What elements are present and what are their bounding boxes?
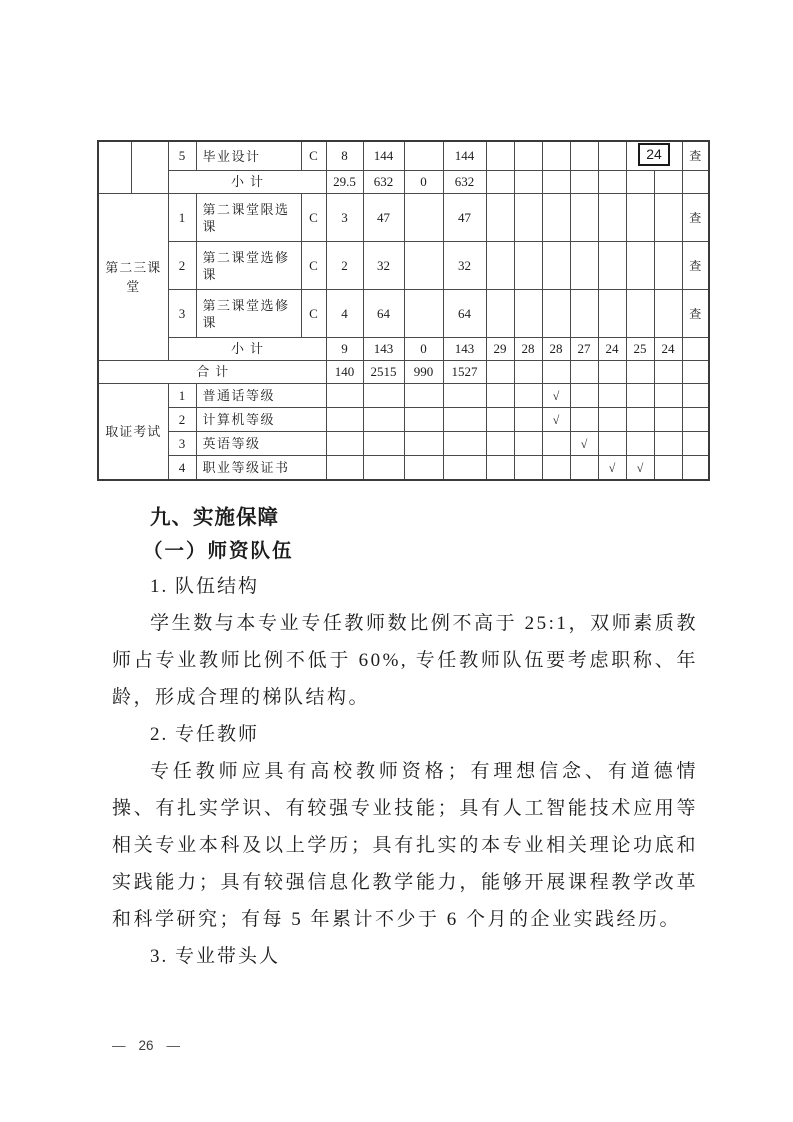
total-hours-cell: 47 xyxy=(363,194,404,242)
sem-7-hours-cell: 24 xyxy=(654,338,682,361)
table-row-subtotal xyxy=(98,338,709,361)
practice-hours-cell: 32 xyxy=(443,242,486,290)
sem-3-cell xyxy=(542,432,570,456)
sem-4-cell xyxy=(570,361,598,384)
sem-3-cell xyxy=(542,456,570,481)
credits-cell: 29.5 xyxy=(326,171,363,194)
sem-5-cell xyxy=(598,171,626,194)
sem-6-cell xyxy=(626,432,654,456)
sem-3-hours-cell: 28 xyxy=(542,338,570,361)
theory-hours-cell: 0 xyxy=(404,171,443,194)
theory-hours-cell xyxy=(404,290,443,338)
course-type-cell: C xyxy=(301,141,326,171)
sem-4-cell xyxy=(570,290,598,338)
total-hours-cell xyxy=(363,408,404,432)
table-row xyxy=(98,194,709,242)
practice-hours-cell xyxy=(443,408,486,432)
course-type-cell: C xyxy=(301,242,326,290)
theory-hours-cell: 0 xyxy=(404,338,443,361)
sem-6-cell xyxy=(626,171,654,194)
grand-total-label-cell: 合计 xyxy=(98,361,326,384)
exam-name-cell: 英语等级 xyxy=(196,432,326,456)
sem-2-cell xyxy=(514,171,542,194)
sem-2-cell xyxy=(514,194,542,242)
total-hours-cell: 2515 xyxy=(363,361,404,384)
sem-4-cell xyxy=(570,141,598,171)
sem-4-cell xyxy=(570,408,598,432)
sem-5-cell xyxy=(598,290,626,338)
sem-1-cell xyxy=(486,242,514,290)
sem-7-cell xyxy=(654,432,682,456)
course-name-cell: 毕业设计 xyxy=(196,141,301,171)
total-hours-cell xyxy=(363,456,404,481)
sem-7-cell xyxy=(654,290,682,338)
sem-3-cell xyxy=(542,171,570,194)
sem-2-cell xyxy=(514,384,542,408)
course-name-cell: 第二课堂选修课 xyxy=(196,242,301,290)
table-row xyxy=(98,432,709,456)
theory-hours-cell xyxy=(404,141,443,171)
table-row-grand-total xyxy=(98,361,709,384)
sem-2-cell xyxy=(514,141,542,171)
sem-3-cell xyxy=(542,141,570,171)
sem-4-hours-cell: 27 xyxy=(570,338,598,361)
theory-hours-cell xyxy=(404,432,443,456)
sem-1-cell xyxy=(486,141,514,171)
practice-hours-cell xyxy=(443,456,486,481)
sem-1-cell xyxy=(486,171,514,194)
credits-cell xyxy=(326,408,363,432)
practice-hours-cell xyxy=(443,432,486,456)
sem-7-cell xyxy=(654,194,682,242)
view-label: 查 xyxy=(682,194,709,242)
table-row xyxy=(98,408,709,432)
practice-hours-cell xyxy=(443,384,486,408)
sem-3-cell xyxy=(542,242,570,290)
subsection-title: （一）师资队伍 xyxy=(143,541,294,562)
credits-cell xyxy=(326,384,363,408)
practice-hours-cell: 632 xyxy=(443,171,486,194)
practice-hours-cell: 1527 xyxy=(443,361,486,384)
table-row xyxy=(98,141,709,171)
practice-hours-cell: 64 xyxy=(443,290,486,338)
sem-2-cell xyxy=(514,408,542,432)
total-hours-cell xyxy=(363,432,404,456)
page-number: 26 xyxy=(138,1038,154,1053)
item3-title: 3. 专业带头人 xyxy=(150,946,281,967)
sem-2-cell xyxy=(514,361,542,384)
subtotal-label-cell: 小计 xyxy=(168,171,326,194)
view-cell xyxy=(682,456,709,481)
practice-hours-cell: 144 xyxy=(443,141,486,171)
footer-right-dash: — xyxy=(166,1038,181,1053)
theory-hours-cell: 990 xyxy=(404,361,443,384)
sem-1-cell xyxy=(486,456,514,481)
theory-hours-cell xyxy=(404,408,443,432)
sem-5-cell xyxy=(598,432,626,456)
sem-1-cell xyxy=(486,384,514,408)
course-name-cell: 第二课堂限选课 xyxy=(196,194,301,242)
item2-paragraph: 专任教师应具有高校教师资格；有理想信念、有道德情操、有扎实学识、有较强专业技能；具有人工智能技术应用等相关专业本科及以上学历；具有扎实的本专业相关理论功底和实践能力；具有较强信息化教学能力，能够开展课程教学改革和科学研究；有每 5 年累计不少于 6 个月的企业实践经历。 xyxy=(112,761,698,930)
row-number-cell: 2 xyxy=(168,242,196,290)
total-hours-cell: 144 xyxy=(363,141,404,171)
row-number-cell: 3 xyxy=(168,432,196,456)
practice-hours-cell: 47 xyxy=(443,194,486,242)
view-cell xyxy=(682,171,709,194)
sem-3-cell xyxy=(542,290,570,338)
item1-title: 1. 队伍结构 xyxy=(150,576,260,597)
exam-name-cell: 计算机等级 xyxy=(196,408,326,432)
view-label: 查 xyxy=(682,141,709,171)
table-row-subtotal xyxy=(98,171,709,194)
sem-4-cell xyxy=(570,171,598,194)
table-row xyxy=(98,456,709,481)
view-cell xyxy=(682,361,709,384)
sem-1-hours-cell: 29 xyxy=(486,338,514,361)
course-type-cell: C xyxy=(301,194,326,242)
sem-1-cell xyxy=(486,408,514,432)
curriculum-table xyxy=(97,140,710,481)
page-footer xyxy=(112,1038,180,1053)
credits-cell xyxy=(326,456,363,481)
section-title: 九、实施保障 xyxy=(150,506,279,529)
sem-3-cell xyxy=(542,194,570,242)
sem-4-cell xyxy=(570,242,598,290)
sem-1-cell xyxy=(486,290,514,338)
hours-24-overlay-box: 24 xyxy=(638,143,670,166)
course-type-cell: C xyxy=(301,290,326,338)
sem-7-cell xyxy=(654,456,682,481)
sem-6-hours-cell: 25 xyxy=(626,338,654,361)
sem-2-cell xyxy=(514,290,542,338)
sem-2-hours-cell: 28 xyxy=(514,338,542,361)
sem-1-cell xyxy=(486,432,514,456)
sem-2-cell xyxy=(514,432,542,456)
theory-hours-cell xyxy=(404,456,443,481)
total-hours-cell: 32 xyxy=(363,242,404,290)
sem-5-cell xyxy=(598,194,626,242)
sem-3-cell xyxy=(542,361,570,384)
total-hours-cell: 143 xyxy=(363,338,404,361)
sem-7-cell xyxy=(654,384,682,408)
table-row xyxy=(98,290,709,338)
row-number-cell: 5 xyxy=(168,141,196,171)
category-cell: 取证考试 xyxy=(98,384,168,481)
sem-5-cell xyxy=(598,361,626,384)
sem-2-cell xyxy=(514,242,542,290)
row-number-cell: 2 xyxy=(168,408,196,432)
sem-6-cell xyxy=(626,290,654,338)
carryover-category-right-cell xyxy=(131,141,168,194)
body-text xyxy=(112,501,698,975)
row-number-cell: 3 xyxy=(168,290,196,338)
sem-6-cell xyxy=(626,384,654,408)
sem-3-checkmark: √ xyxy=(542,384,570,408)
subtotal-label-cell: 小计 xyxy=(168,338,326,361)
credits-cell: 140 xyxy=(326,361,363,384)
theory-hours-cell xyxy=(404,194,443,242)
credits-cell: 9 xyxy=(326,338,363,361)
row-number-cell: 1 xyxy=(168,194,196,242)
exam-name-cell: 普通话等级 xyxy=(196,384,326,408)
sem-4-cell xyxy=(570,456,598,481)
row-number-cell: 4 xyxy=(168,456,196,481)
sem-7-cell xyxy=(654,408,682,432)
theory-hours-cell xyxy=(404,242,443,290)
sem-1-cell xyxy=(486,194,514,242)
theory-hours-cell xyxy=(404,384,443,408)
sem-4-checkmark: √ xyxy=(570,432,598,456)
credits-cell: 8 xyxy=(326,141,363,171)
sem-5-hours-cell: 24 xyxy=(598,338,626,361)
sem-6-cell xyxy=(626,194,654,242)
total-hours-cell xyxy=(363,384,404,408)
credits-cell: 3 xyxy=(326,194,363,242)
total-hours-cell: 632 xyxy=(363,171,404,194)
sem-7-cell xyxy=(654,361,682,384)
item1-paragraph: 学生数与本专业专任教师数比例不高于 25:1，双师素质教师占专业教师比例不低于 60%, 专任教师队伍要考虑职称、年龄，形成合理的梯队结构。 xyxy=(112,613,698,708)
view-label: 查 xyxy=(682,242,709,290)
view-cell xyxy=(682,408,709,432)
sem-4-cell xyxy=(570,384,598,408)
table-row xyxy=(98,242,709,290)
sem-3-checkmark: √ xyxy=(542,408,570,432)
sem-6-cell xyxy=(626,361,654,384)
sem-4-cell xyxy=(570,194,598,242)
row-number-cell: 1 xyxy=(168,384,196,408)
sem-5-cell xyxy=(598,141,626,171)
sem-5-cell xyxy=(598,242,626,290)
sem-5-checkmark: √ xyxy=(598,456,626,481)
sem-1-cell xyxy=(486,361,514,384)
sem-5-cell xyxy=(598,408,626,432)
sem-6-7-merged-cell xyxy=(626,141,682,171)
footer-left-dash: — xyxy=(112,1038,126,1053)
credits-cell: 4 xyxy=(326,290,363,338)
total-hours-cell: 64 xyxy=(363,290,404,338)
credits-cell: 2 xyxy=(326,242,363,290)
sem-6-cell xyxy=(626,408,654,432)
sem-6-checkmark: √ xyxy=(626,456,654,481)
item2-title: 2. 专任教师 xyxy=(150,724,260,745)
carryover-category-left-cell xyxy=(98,141,131,194)
sem-6-cell xyxy=(626,242,654,290)
view-cell xyxy=(682,384,709,408)
sem-5-cell xyxy=(598,384,626,408)
table-row xyxy=(98,384,709,408)
course-name-cell: 第三课堂选修课 xyxy=(196,290,301,338)
exam-name-cell: 职业等级证书 xyxy=(196,456,326,481)
practice-hours-cell: 143 xyxy=(443,338,486,361)
category-cell: 第二三课堂 xyxy=(98,194,168,361)
credits-cell xyxy=(326,432,363,456)
sem-2-cell xyxy=(514,456,542,481)
view-cell xyxy=(682,338,709,361)
view-label: 查 xyxy=(682,290,709,338)
sem-7-cell xyxy=(654,242,682,290)
view-cell xyxy=(682,432,709,456)
sem-7-cell xyxy=(654,171,682,194)
